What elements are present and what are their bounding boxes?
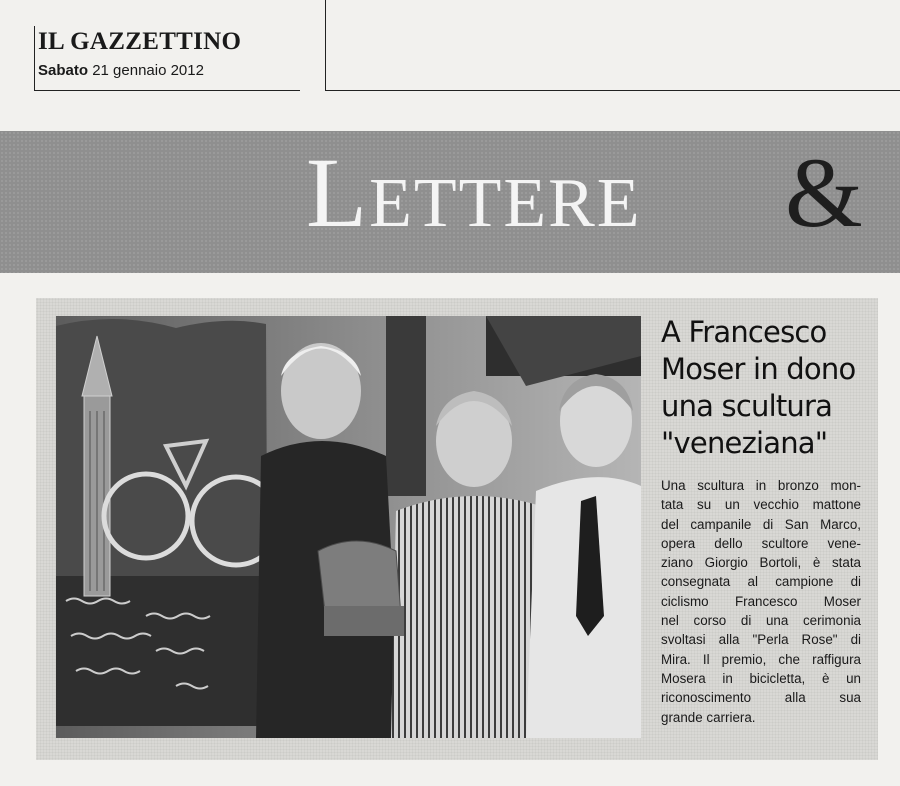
publication-day: Sabato [38, 62, 89, 79]
header-rule-horizontal [325, 90, 900, 91]
section-banner [0, 131, 900, 273]
article-photo [56, 316, 641, 738]
body-line: svoltasi alla "Perla Rose" di [661, 632, 861, 648]
body-line: tata su un vecchio mattone [661, 497, 861, 513]
masthead-rule-bottom [34, 90, 300, 91]
article-box [36, 298, 878, 760]
section-ampersand: & [785, 137, 863, 248]
photo-illustration [56, 316, 641, 738]
body-line: ziano Giorgio Bortoli, è stata [661, 555, 861, 571]
article-body [661, 476, 861, 727]
headline-line: una scultura [661, 389, 833, 423]
section-title: Lettere [306, 137, 642, 248]
body-line: grande carriera. [661, 709, 756, 725]
publication-date-text: 21 gennaio 2012 [92, 62, 204, 79]
headline-line: Moser in dono [661, 352, 856, 386]
header-rule-vertical [325, 0, 326, 90]
masthead [38, 28, 300, 80]
body-line: del campanile di San Marco, [661, 516, 861, 532]
headline-line: A Francesco [661, 315, 827, 349]
newspaper-title: IL GAZZETTINO [38, 28, 242, 55]
body-line: riconoscimento alla sua [661, 690, 861, 706]
body-line: consegnata al campione di [661, 574, 861, 590]
body-line: ciclismo Francesco Moser [661, 593, 861, 609]
article-headline [661, 314, 876, 462]
body-line: opera dello scultore vene- [661, 535, 861, 551]
headline-line: "veneziana" [661, 426, 828, 460]
masthead-rule-left [34, 26, 35, 90]
body-line: Mira. Il premio, che raffigura [661, 651, 861, 667]
body-line: nel corso di una cerimonia [661, 613, 861, 629]
body-line: Una scultura in bronzo mon- [661, 478, 861, 493]
body-line: Mosera in bicicletta, è un [661, 670, 861, 686]
publication-date [38, 62, 300, 80]
